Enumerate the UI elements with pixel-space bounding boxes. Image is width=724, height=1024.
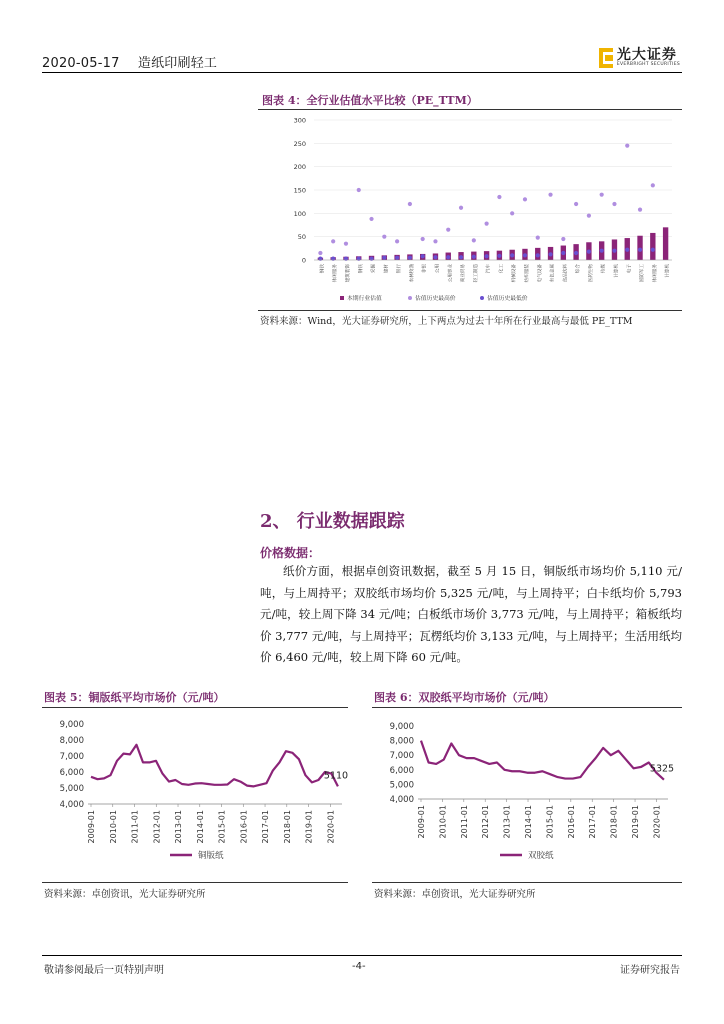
fig4-low-point — [612, 249, 616, 253]
fig6-y-tick-label: 4,000 — [389, 795, 414, 805]
fig5-x-tick-label: 2012-01 — [152, 810, 162, 844]
figure5-top-rule — [42, 707, 348, 708]
fig4-low-point — [651, 248, 655, 252]
fig4-y-tick-label: 300 — [293, 116, 306, 125]
fig4-low-point — [459, 255, 463, 259]
fig4-high-point — [369, 217, 373, 221]
figure4-bottom-rule — [258, 310, 682, 311]
fig4-high-point — [574, 202, 578, 206]
fig5-y-tick-label: 4,000 — [59, 800, 84, 810]
fig4-y-tick-label: 150 — [293, 186, 306, 195]
fig4-high-point — [421, 237, 425, 241]
company-logo — [599, 48, 680, 68]
figure6-source: 资料来源：卓创资讯，光大证券研究所 — [374, 889, 536, 900]
fig5-x-tick-label: 2011-01 — [130, 810, 140, 844]
fig4-high-point — [382, 235, 386, 239]
fig4-high-point — [357, 188, 361, 192]
fig5-x-tick-label: 2013-01 — [174, 810, 184, 844]
fig6-y-tick-label: 5,000 — [389, 780, 414, 791]
logo-text-cn: 光大证券 — [616, 47, 677, 63]
fig4-x-tick-label: 医药生物 — [588, 264, 594, 283]
fig4-legend-swatch — [480, 296, 484, 300]
fig4-x-tick-label: 公用事业 — [448, 264, 454, 283]
fig4-high-point — [523, 197, 527, 201]
fig6-x-tick-label: 2017-01 — [588, 805, 598, 839]
fig4-x-tick-label: 建材 — [384, 264, 390, 274]
fig4-low-point — [433, 255, 437, 259]
fig4-high-point — [625, 144, 629, 148]
report-date: 2020-05-17 — [42, 56, 120, 71]
fig4-x-tick-label: 汽车 — [486, 264, 492, 274]
fig4-high-point — [536, 236, 540, 240]
fig6-x-tick-label: 2009-01 — [417, 805, 426, 839]
fig4-x-tick-label: 食品饮料 — [563, 264, 569, 283]
price-paragraph: 纸价方面，根据卓创资讯数据，截至 5 月 15 日，铜版纸市场均价 5,110 元/吨，与上周持平；双胶纸市场均价 5,325 元/吨，与上周持平；白卡纸均价 5,793 元/吨，较上周下降 34 元/吨；白板纸市场价 3,773 元/吨，与上周持平；箱板纸均价 3,777 元/吨，与上周持平；瓦楞纸均价 3,133 元/吨，与上周持平；生活用纸均价 6,460 元/吨，较上周下降 60 元/吨。 — [260, 564, 682, 664]
fig4-low-point — [523, 253, 527, 257]
logo-mark-icon — [599, 48, 613, 68]
fig4-x-tick-label: 计算机 — [614, 264, 620, 278]
fig4-x-tick-label: 计算机 — [665, 264, 671, 278]
fig6-x-tick-label: 2012-01 — [481, 805, 491, 839]
fig4-high-point — [497, 195, 501, 199]
fig6-x-tick-label: 2010-01 — [438, 805, 448, 839]
fig4-x-tick-label: 非银 — [422, 264, 428, 274]
page-number: -4- — [352, 961, 366, 972]
fig5-x-tick-label: 2019-01 — [304, 810, 314, 844]
fig4-x-tick-label: 公用 — [435, 264, 441, 274]
fig6-y-tick-label: 7,000 — [389, 751, 414, 762]
fig5-x-tick-label: 2015-01 — [217, 810, 227, 844]
fig5-data-label: 5110 — [323, 770, 348, 782]
fig4-low-point — [472, 255, 476, 259]
fig6-series-line — [421, 741, 664, 780]
fig4-x-tick-label: 化工 — [499, 264, 505, 274]
fig5-y-tick-label: 7,000 — [59, 752, 84, 762]
fig4-x-tick-label: 机械设备 — [512, 264, 518, 283]
page-header — [42, 52, 217, 71]
fig4-low-point — [510, 253, 514, 257]
fig4-high-point — [600, 193, 604, 197]
fig4-x-tick-label: 国防军工 — [640, 264, 646, 283]
fig4-x-tick-label: 休闲服务 — [333, 264, 339, 283]
fig5-x-tick-label: 2014-01 — [195, 810, 205, 844]
fig5-y-tick-label: 5,000 — [59, 784, 84, 794]
fig4-high-point — [433, 239, 437, 243]
fig4-low-point — [587, 250, 591, 254]
fig4-high-point — [548, 193, 552, 197]
fig4-high-point — [446, 228, 450, 232]
section-heading: 2、 行业数据跟踪 — [260, 511, 405, 532]
fig5-x-tick-label: 2017-01 — [261, 810, 271, 844]
fig4-low-point — [446, 255, 450, 259]
logo-text-en: EVERBRIGHT SECURITIES — [616, 62, 680, 67]
fig4-low-point — [408, 256, 412, 260]
fig4-y-tick-label: 250 — [293, 139, 306, 148]
fig6-data-label: 5325 — [649, 763, 675, 775]
fig5-y-tick-label: 9,000 — [59, 720, 84, 730]
fig5-x-tick-label: 2020-01 — [326, 810, 336, 844]
figure6-top-rule — [372, 707, 682, 708]
fig4-x-tick-label: 电子 — [627, 264, 633, 274]
fig4-y-tick-label: 200 — [293, 163, 306, 172]
footer-report-type: 证券研究报告 — [620, 965, 680, 976]
fig4-low-point — [548, 252, 552, 256]
fig5-x-tick-label: 2009-01 — [87, 810, 96, 844]
fig5-y-tick-label: 8,000 — [59, 736, 84, 746]
fig4-low-point — [600, 249, 604, 253]
fig4-high-point — [395, 239, 399, 243]
fig4-x-tick-label: 商业贸易 — [461, 264, 467, 283]
fig4-x-tick-label: 传媒 — [601, 264, 607, 274]
fig4-legend-label: 估值历史最低价 — [487, 296, 528, 302]
fig6-x-tick-label: 2011-01 — [459, 805, 469, 839]
section-subheading: 价格数据： — [260, 546, 321, 560]
fig6-y-tick-label: 6,000 — [389, 765, 414, 776]
fig4-bar — [663, 227, 668, 260]
fig6-x-tick-label: 2014-01 — [524, 805, 534, 839]
fig5-x-tick-label: 2018-01 — [282, 810, 292, 844]
fig4-x-tick-label: 休闲服务 — [652, 264, 658, 283]
fig4-x-tick-label: 农林牧渔 — [409, 264, 415, 283]
fig4-high-point — [485, 222, 489, 226]
footer-disclaimer: 敬请参阅最后一页特别声明 — [44, 965, 164, 976]
header-rule — [42, 72, 682, 73]
fig6-x-tick-label: 2018-01 — [609, 805, 619, 839]
figure6-bottom-rule — [372, 882, 682, 883]
fig4-low-point — [497, 254, 501, 258]
fig4-x-tick-label: 建筑装饰 — [345, 264, 351, 283]
fig4-legend-swatch — [408, 296, 412, 300]
fig4-high-point — [561, 237, 565, 241]
fig4-high-point — [459, 206, 463, 210]
fig6-y-tick-label: 8,000 — [389, 736, 414, 747]
fig4-high-point — [344, 242, 348, 246]
fig4-high-point — [472, 238, 476, 242]
fig4-low-point — [395, 256, 399, 260]
fig4-low-point — [536, 253, 540, 257]
fig4-low-point — [485, 254, 489, 258]
fig5-series-line — [91, 745, 338, 787]
figure5-source: 资料来源：卓创资讯，光大证券研究所 — [44, 889, 206, 900]
fig4-x-tick-label: 钢铁 — [320, 264, 326, 274]
fig4-x-tick-label: 电气设备 — [537, 264, 543, 283]
fig6-legend-label: 双胶纸 — [528, 851, 554, 861]
fig4-y-tick-label: 0 — [301, 256, 306, 265]
figure6-chart — [372, 710, 682, 880]
fig6-y-tick-label: 9,000 — [389, 722, 414, 732]
figure4-source: 资料来源：Wind，光大证券研究所，上下两点为过去十年所在行业最高与最低 PE_TTM — [260, 316, 633, 327]
fig5-x-tick-label: 2016-01 — [239, 810, 249, 844]
footer-rule — [42, 955, 682, 956]
figure5-title: 图表 5：铜版纸平均市场价（元/吨） — [44, 691, 225, 704]
fig4-high-point — [408, 202, 412, 206]
fig6-x-tick-label: 2015-01 — [545, 805, 555, 839]
fig5-legend-label: 铜版纸 — [198, 851, 224, 861]
fig6-x-tick-label: 2013-01 — [502, 805, 512, 839]
figure5-chart — [42, 710, 348, 880]
report-section: 造纸印刷轻工 — [137, 56, 218, 71]
fig4-low-point — [382, 256, 386, 260]
fig4-x-tick-label: 银行 — [397, 264, 403, 274]
fig4-low-point — [638, 248, 642, 252]
figure4-chart — [258, 110, 682, 310]
fig4-x-tick-label: 钢铁 — [358, 264, 364, 274]
fig4-high-point — [651, 183, 655, 187]
fig4-low-point — [561, 251, 565, 255]
fig4-legend-label: 本期行业估值 — [347, 296, 382, 302]
fig5-y-tick-label: 6,000 — [59, 768, 84, 778]
fig4-x-tick-label: 纺织服装 — [524, 264, 530, 283]
figure4-title: 图表 4：全行业估值水平比较（PE_TTM） — [262, 94, 478, 107]
figure5-bottom-rule — [42, 882, 348, 883]
fig4-x-tick-label: 轻工制造 — [473, 264, 479, 283]
fig4-legend-swatch — [340, 296, 344, 300]
fig4-high-point — [331, 239, 335, 243]
fig6-x-tick-label: 2016-01 — [566, 805, 576, 839]
fig4-y-tick-label: 50 — [297, 233, 306, 242]
fig4-high-point — [587, 214, 591, 218]
fig5-x-tick-label: 2010-01 — [108, 810, 118, 844]
fig4-low-point — [625, 248, 629, 252]
fig6-x-tick-label: 2020-01 — [652, 805, 662, 839]
fig4-x-tick-label: 综合 — [576, 264, 582, 274]
fig4-high-point — [318, 251, 322, 255]
fig4-x-tick-label: 采掘 — [371, 264, 377, 274]
figure6-title: 图表 6：双胶纸平均市场价（元/吨） — [374, 691, 555, 704]
fig4-x-tick-label: 有色金属 — [550, 264, 556, 283]
fig4-low-point — [574, 251, 578, 255]
fig4-y-tick-label: 100 — [293, 209, 306, 218]
fig4-high-point — [612, 202, 616, 206]
fig6-x-tick-label: 2019-01 — [631, 805, 641, 839]
fig4-high-point — [510, 211, 514, 215]
fig4-legend-label: 估值历史最高价 — [415, 296, 456, 302]
fig4-high-point — [638, 208, 642, 212]
fig4-bar — [650, 233, 655, 260]
fig4-low-point — [421, 254, 425, 258]
